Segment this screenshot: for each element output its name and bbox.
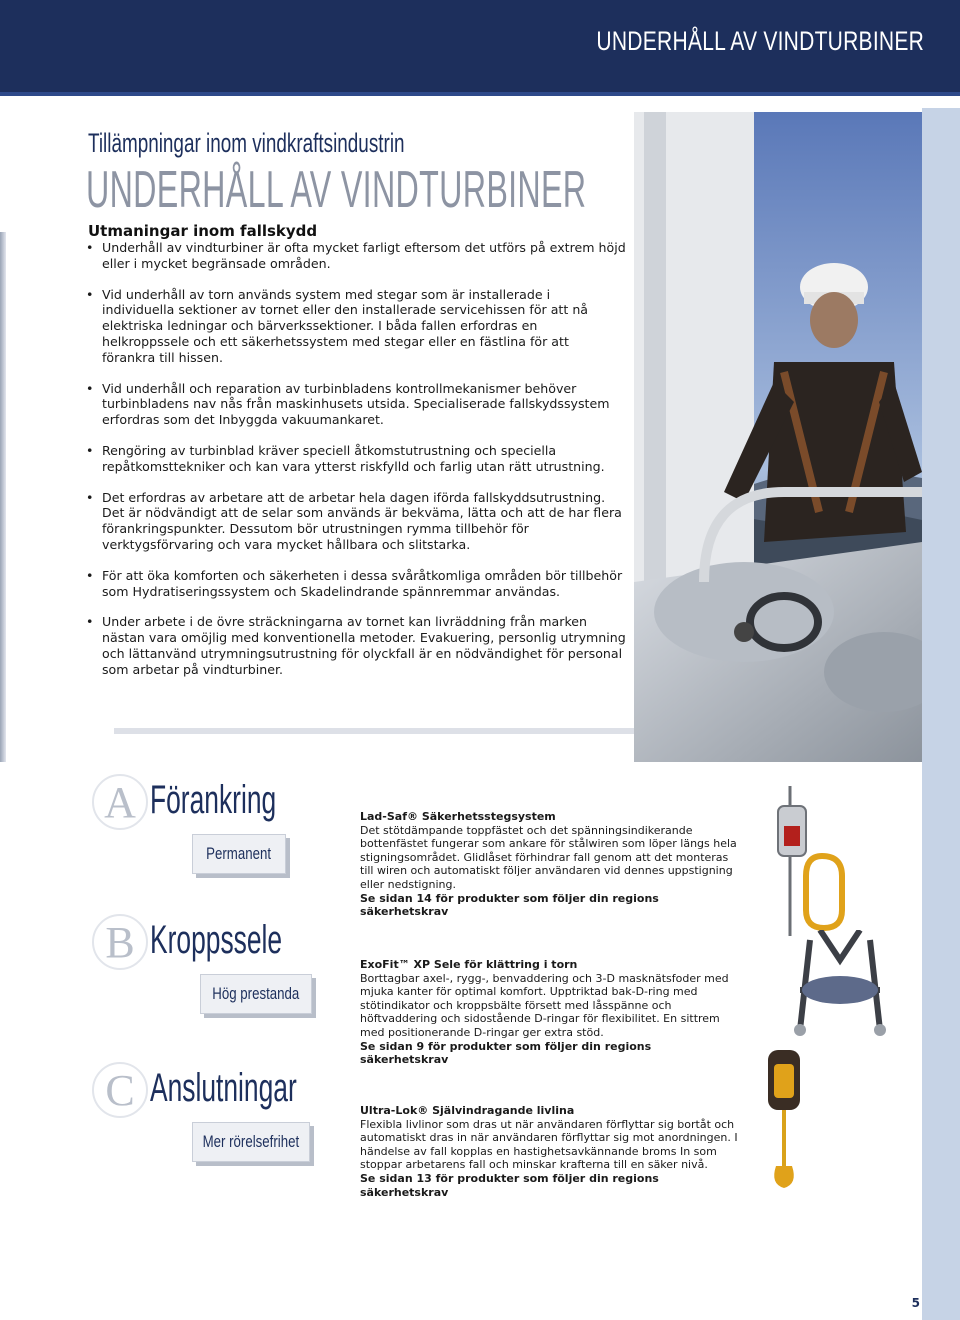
- product-name: ExoFit™ XP Sele för klättring i torn: [360, 958, 578, 971]
- category-letter-c: C: [92, 1062, 148, 1118]
- section-divider: [114, 728, 634, 734]
- header-band: [0, 0, 960, 92]
- bullet-item: • Underhåll av vindturbiner är ofta mycket farligt eftersom det utförs på extrem höjd eller i mycket begränsade områden.: [86, 240, 626, 272]
- harness-image: [770, 930, 910, 1044]
- bullet-item: • Vid underhåll av torn används system med stegar som är installerade i individuella sektioner av tornet eller den installerade servicehissen för att nå elektriska ledningar och bärverkssektioner. I båda fallen erfordras en helkroppssele och ett säkerhetssystem med stegar eller en fästlina för att förankra till hissen.: [86, 287, 626, 366]
- product-reference: Se sidan 14 för produkter som följer din regions säkerhetskrav: [360, 891, 659, 919]
- category-title-connectors: Anslutningar: [150, 1066, 297, 1110]
- product-ultra-lok: [360, 1104, 740, 1199]
- page-title: UNDERHÅLL AV VINDTURBINER: [86, 161, 587, 219]
- product-name: Ultra-Lok® Självindragande livlina: [360, 1104, 575, 1117]
- tag-label: Hög prestanda: [212, 984, 300, 1003]
- bullet-item: • Det erfordras av arbetare att de arbetar hela dagen iförda fallskyddsutrustning. Det är nödvändigt att de selar som används är bekväma, lätta och att de har flera förankringspunkter. Dessutom bör utrustningen rymma tillbehör för verktygsförvaring och vara mycket hållbara och slitstarka.: [86, 490, 626, 553]
- category-letter-a: A: [92, 774, 148, 830]
- category-letter-b: B: [92, 914, 148, 970]
- product-description: Det stötdämpande toppfästet och det spänningsindikerande bottenfästet fungerar som ankare för stålwiren som löper längs hela stigningsområdet. Glidlåset förhindrar fall genom att det monteras till wiren och automatiskt följer användaren vid dennes uppstigning eller nedstigning.: [360, 823, 737, 891]
- bullet-item: • För att öka komforten och säkerheten i dessa svåråtkomliga områden bör tillbehör som Hydratiseringssystem och Skadelindrande spännremmar användas.: [86, 568, 626, 600]
- left-edge-bracket: [0, 232, 6, 762]
- self-retracting-lifeline-image: [760, 1046, 810, 1200]
- bullet-item: • Vid underhåll och reparation av turbinbladens kontrollmekanismer behöver turbinbladens nav nås från maskinhusets utsida. Specialiserade fallskydssystem erfordras som det Inbyggda vakuumankaret.: [86, 381, 626, 428]
- side-strip: [922, 108, 960, 1320]
- worker-photo: [634, 112, 922, 762]
- tag-freedom-of-movement: [192, 1122, 310, 1162]
- product-reference: Se sidan 9 för produkter som följer din regions säkerhetskrav: [360, 1039, 652, 1067]
- bullet-item: • Rengöring av turbinblad kräver speciell åtkomstutrustning och speciella repåtkomsttekniker och kan vara ytterst riskfylld och farlig utan rätt utrustning.: [86, 443, 626, 475]
- tag-permanent: [192, 834, 286, 874]
- page-number: 5: [911, 1296, 920, 1310]
- tag-high-performance: [200, 974, 312, 1014]
- bullet-list: [86, 240, 626, 693]
- product-exofit: [360, 958, 740, 1067]
- product-lad-saf: [360, 810, 740, 919]
- product-description: Borttagbar axel-, rygg-, benvaddering och 3-D masknätsfoder med mjuka kanter för optimal komfort. Upptriktad bak-D-ring med stötindikator och kroppsbälte försett med låsspänne och höftvaddering och sidostående D-ringar för flexibilitet. En sittrem med positionerande D-ringar ger extra stöd.: [360, 971, 729, 1039]
- product-name: Lad-Saf® Säkerhetsstegsystem: [360, 810, 556, 823]
- challenge-heading: Utmaningar inom fallskydd: [88, 222, 318, 240]
- section-subtitle: Tillämpningar inom vindkraftsindustrin: [88, 128, 405, 158]
- header-accent-line: [0, 92, 960, 96]
- tag-label: Mer rörelsefrihet: [202, 1132, 300, 1151]
- tag-label: Permanent: [206, 844, 272, 863]
- category-title-harness: Kroppssele: [150, 918, 283, 962]
- product-description: Flexibla livlinor som dras ut när användaren förflyttar sig bortåt och automatiskt dras in när användaren förflyttar sig mot anordningen. I händelse av fall kopplas en hastighetsavkännande broms In som stoppar arbetarens fall och minskar krafterna till en säker nivå.: [360, 1117, 738, 1172]
- product-reference: Se sidan 13 för produkter som följer din regions säkerhetskrav: [360, 1171, 659, 1199]
- bullet-item: • Under arbete i de övre sträckningarna av tornet kan livräddning från marken nästan vara omöjlig med konventionella metoder. Evakuering, personlig utrymning och lättanvänd utrymningsutrustning för olyckfall är en nödvändighet för personal som arbetar på vindturbiner.: [86, 614, 626, 677]
- header-title: UNDERHÅLL AV VINDTURBINER: [596, 26, 924, 56]
- category-title-anchorage: Förankring: [150, 778, 277, 822]
- ladder-system-image: [762, 786, 862, 940]
